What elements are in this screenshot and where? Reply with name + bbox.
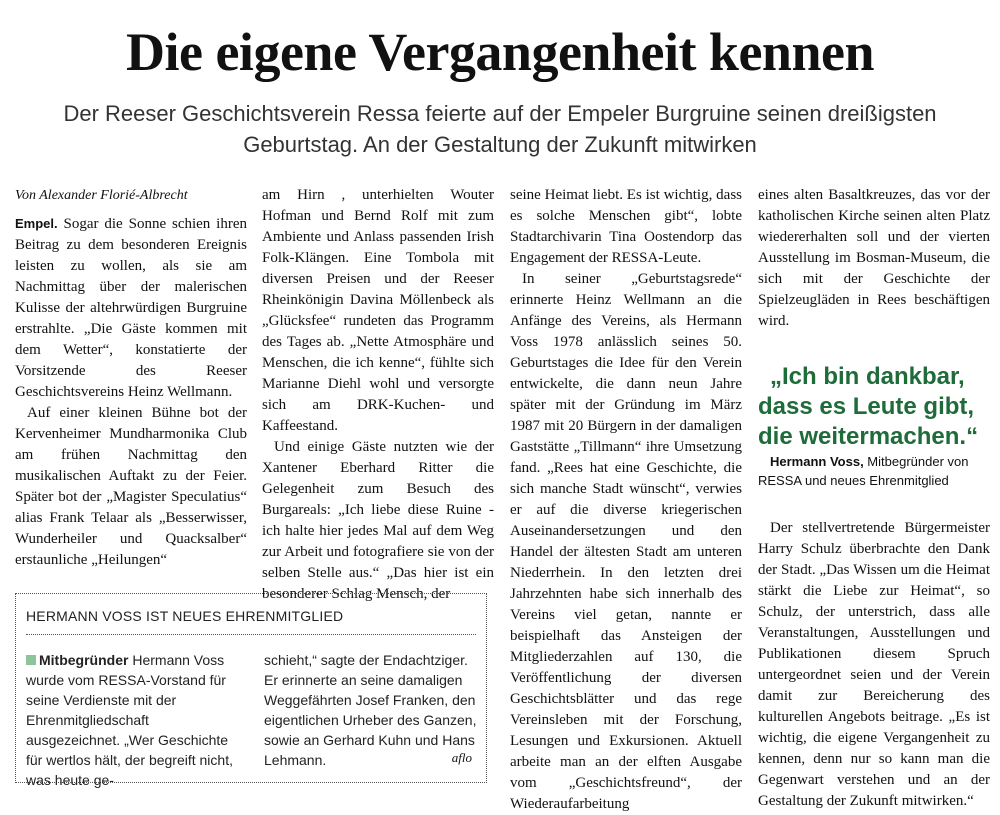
paragraph-text: Sogar die Sonne schien ihren Beitrag zu dem besonderen Ereignis leisten zu wollen, als sie am Nachmittag über der malerischen Kulisse der altehrwürdigen Burgruine erstrahlte. „Die Gäste kommen mit dem Wetter“, konstatierte der Vorsitzende des Reeser Geschichtsvereins Heinz Wellmann. <box>15 216 248 400</box>
info-box-lead: Mitbegründer <box>39 652 129 668</box>
info-box-column-left <box>26 650 246 790</box>
article-column-4 <box>758 185 990 812</box>
paragraph: Und einige Gäste nutzten wie der Xantener Eberhard Ritter die Gelegenheit zum Besuch des Burgareals: „Ich liebe diese Ruine - ich halte hier jedes Mal auf dem Weg zur Arbeit und fotografiere sie von der selben Stelle aus.“ „Das hier ist ein besonderer Schlag Mensch, der <box>262 439 494 602</box>
byline: Von Alexander Florié-Albrecht <box>15 188 188 203</box>
article-column-1 <box>15 185 247 571</box>
pull-quote-text: „Ich bin dankbar, dass es Leute gibt, die weitermachen.“ <box>758 363 979 450</box>
paragraph: In seiner „Geburtstagsrede“ erinnerte Heinz Wellmann an die Anfänge des Vereins, als Hermann Voss 1978 anlässlich seines 50. Geburtstages die Idee für den Verein entwickelte, die dann neun Jahre später mit der Gründung im März 1987 mit 20 Bürgern in der damaligen Gaststätte „Tillmann“ ihre Umsetzung fand. „Rees hat eine Geschichte, die sich manche Stadt wünscht“, verwies er auf die diverse kriegerischen Auseinandersetzungen und den Handel der ältesten Stadt am unteren Niederrhein. In den letzten drei Jahrzehnten habe sich innerhalb des Vereins viel getan, nannte er beispielhaft das Ansteigen der Mitgliederzahlen auf 130, die Veröffentlichung der diversen Geschichtsblätter und das rege Vereinsleben mit der Forschung, Lesungen und Exkursionen. Aktuell arbeite man an der elften Ausgabe vom „Geschichtsfreund“, der Wiederaufarbeitung <box>510 271 742 812</box>
headline: Die eigene Vergangenheit kennen <box>126 22 874 82</box>
subheadline: Der Reeser Geschichtsverein Ressa feierte auf der Empeler Burgruine seinen dreißigsten Geburtstag. An der Gestaltung der Zukunft mitwirken <box>63 101 937 157</box>
pull-quote <box>758 362 990 490</box>
pull-quote-attribution <box>758 452 990 490</box>
paragraph: am Hirn , unterhielten Wouter Hofman und Bernd Rolf mit zum Ambiente und Anlass passenden Irish Folk-Klängen. Eine Tombola mit diversen Preisen und der Reeser Rheinkönigin Davina Möllenbeck als „Glücksfee“ rundeten das Programm des Tages ab. „Nette Atmosphäre und Menschen, die ich kenne“, fühlte sich Marianne Diehl wohl und versorgte sich am DRK-Kuchen- und Kaffeestand. <box>262 187 494 434</box>
info-box-title: HERMANN VOSS IST NEUES EHRENMITGLIED <box>26 608 344 624</box>
article-column-2 <box>262 185 494 605</box>
quote-author-role: Mitbegründer von RESSA und neues Ehrenmitglied <box>758 454 969 488</box>
info-box <box>15 593 487 788</box>
dateline: Empel. <box>15 216 58 231</box>
article-column-3 <box>510 185 742 815</box>
paragraph: Der stellvertretende Bürgermeister Harry Schulz überbrachte den Dank der Stadt. „Das Wissen um die Heimat stärkt die Liebe zur Heimat“, so Schulz, der unterstrich, dass alle Veranstaltungen, Ausstellungen und Publikationen diesem Spruch untergeordnet seien und der Verein damit zur Bereicherung des kulturellen Angebots beitrage. „Es ist wichtig, die eigene Vergangenheit zu kennen, denn nur so kann man die Gegenwart verstehen und an der Gestaltung der Zukunft mitwirken.“ <box>758 520 990 809</box>
green-square-icon <box>26 655 36 665</box>
paragraph <box>15 213 247 403</box>
quote-author: Hermann Voss, <box>770 454 864 469</box>
paragraph: eines alten Basaltkreuzes, das vor der katholischen Kirche seinen alten Platz wiedererhalten soll und der vierten Ausstellung im Bosman-Museum, die sich mit der Geschichte der Spielzeugläden in Rees beschäftigen wird. <box>758 187 990 329</box>
info-box-column-right: schieht,“ sagte der Endachtziger. Er erinnerte an seine damaligen Weggefährten Josef Franken, den eigentlichen Urheber des Ganzen, sowie an Gerhard Kuhn und Hans Lehmann. <box>264 652 477 768</box>
info-box-text: Hermann Voss wurde vom RESSA-Vorstand für seine Verdienste mit der Ehrenmitgliedschaft ausgezeichnet. „Wer Geschichte für wertlos hält, der begreift nicht, was heute ge- <box>26 652 233 788</box>
author-signature: aflo <box>451 750 472 765</box>
paragraph: Auf einer kleinen Bühne bot der Kervenheimer Mundharmonika Club am frühen Nachmittag den musikalischen Auftakt zu der Feier. Später bot der „Magister Speculatius“ alias Frank Telaar als „Besserwisser, Wunderheiler und Quacksalber“ erstaunliche „Heilungen“ <box>15 405 247 568</box>
paragraph: seine Heimat liebt. Es ist wichtig, dass es solche Menschen gibt“, lobte Stadtarchivarin Tina Oostendorp das Engagement der RESSA-Leute. <box>510 187 742 266</box>
divider <box>26 634 476 635</box>
